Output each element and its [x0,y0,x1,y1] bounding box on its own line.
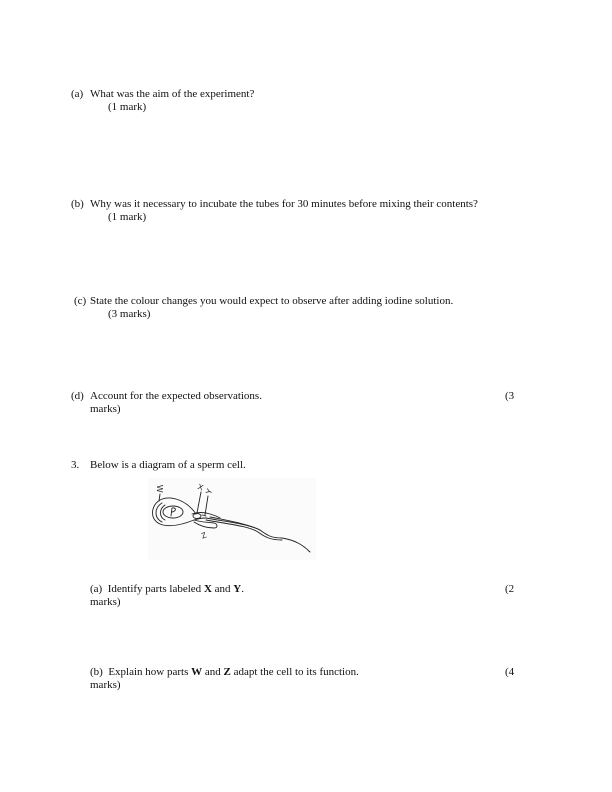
question-label: (c) [74,295,87,307]
text-part: and [211,583,234,595]
marks-label-open: (4 [505,666,515,678]
label-x-ref: X [203,583,212,595]
question-label: (b) [71,198,84,210]
question-text: Why was it necessary to incubate the tubes for 30 minutes before mixing their contents? [90,198,478,210]
text-part: Explain how parts [108,666,192,678]
text-part: Identify parts labeled [107,583,204,595]
question-text: Account for the expected observations. [90,390,262,402]
text-part: and [202,666,224,678]
question-label: (b) [90,666,103,678]
label-y: Y [204,487,215,496]
label-z-ref: Z [223,666,231,678]
sperm-cell-diagram [148,478,316,560]
marks-label-open: (3 [505,390,515,402]
question-label: (a) [71,88,84,100]
question-text: What was the aim of the experiment? [90,88,255,100]
marks-label-close: marks) [90,596,121,608]
text-part: . [241,583,244,595]
question-intro: Below is a diagram of a sperm cell. [90,459,246,471]
marks-label: (1 mark) [108,211,147,223]
marks-label-close: marks) [90,403,121,415]
question-text [90,583,244,596]
marks-label: (1 mark) [108,101,147,113]
marks-label-open: (2 [505,583,515,595]
label-y-ref: Y [233,583,242,595]
label-w: W [155,485,164,493]
label-z: Z [200,530,208,541]
marks-label: (3 marks) [108,308,151,320]
question-label: (d) [71,390,84,402]
text-part: adapt the cell to its function. [230,666,359,678]
question-text: State the colour changes you would expect to observe after adding iodine solution. [90,295,454,307]
marks-label-close: marks) [90,679,121,691]
question-text [90,666,359,679]
sperm-cell-illustration [148,478,316,560]
question-number: 3. [71,459,80,471]
label-w-ref: W [191,666,203,678]
question-label: (a) [90,583,103,595]
label-x: X [196,482,205,493]
